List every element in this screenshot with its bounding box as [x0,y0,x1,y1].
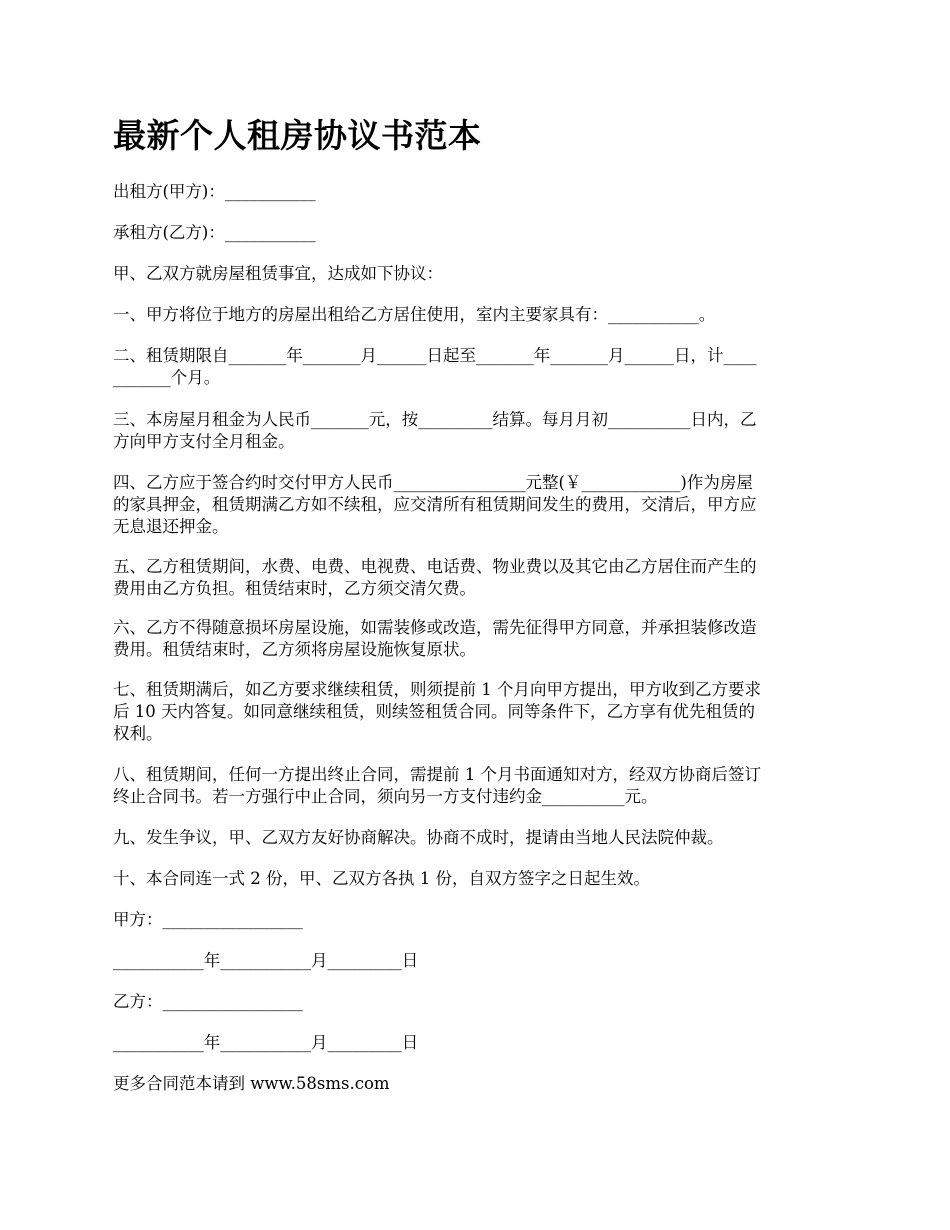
clause-3 [113,409,840,453]
clause-1-text: 一、甲方将位于地方的房屋出租给乙方居住使用，室内主要家具有：___________。 [113,305,716,324]
clause-9-text: 九、发生争议，甲、乙双方友好协商解决。协商不成时，提请由当地人民法院仲裁。 [113,828,724,847]
intro-paragraph [113,263,840,285]
clause-9 [113,827,840,849]
party-a-date [113,950,840,972]
party-a-signature [113,909,840,931]
clause-7 [113,679,840,745]
clause-8-line-2: 终止合同书。若一方强行中止合同，须向另一方支付违约金__________元。 [113,787,658,806]
clause-2 [113,345,840,389]
clause-2-line-2: _______个月。 [113,368,221,387]
clause-6-line-1: 六、乙方不得随意损坏房屋设施，如需装修或改造，需先征得甲方同意，并承担装修改造 [113,618,757,637]
clause-1 [113,304,840,326]
clause-6-line-2: 费用。租赁结束时，乙方须将房屋设施恢复原状。 [113,640,476,659]
document-title: 最新个人租房协议书范本 [113,116,482,155]
clause-2-line-1: 二、租赁期限自_______年_______月______日起至_______年_______月______日，计____ [113,346,757,365]
clause-5 [113,556,840,600]
clause-4 [113,472,840,538]
footer-text: 更多合同范本请到 www.58sms.com [113,1074,390,1093]
lessor-text: 出租方(甲方)：___________ [113,182,316,201]
clause-4-line-2: 的家具押金，租赁期满乙方如不续租，应交清所有租赁期间发生的费用，交清后，甲方应 [113,495,757,514]
clause-8-line-1: 八、租赁期间，任何一方提出终止合同，需提前 1 个月书面通知对方，经双方协商后签订 [113,765,761,784]
clause-7-line-3: 权利。 [113,724,163,743]
party-a-date-text: ___________年___________月_________日 [113,951,419,970]
lessee-text: 承租方(乙方)：___________ [113,223,316,242]
clause-5-line-1: 五、乙方租赁期间，水费、电费、电视费、电话费、物业费以及其它由乙方居住而产生的 [113,557,757,576]
clause-8 [113,764,840,808]
clause-5-line-2: 费用由乙方负担。租赁结束时，乙方须交清欠费。 [113,579,476,598]
party-a-signature-text: 甲方：_________________ [113,910,303,929]
clause-4-line-3: 无息退还押金。 [113,517,229,536]
lessor-line [113,181,840,203]
clause-7-line-2: 后 10 天内答复。如同意继续租赁，则续签租赁合同。同等条件下，乙方享有优先租赁的 [113,702,755,721]
party-b-date [113,1032,840,1054]
footer-note [113,1073,840,1095]
lessee-line [113,222,840,244]
party-b-signature-text: 乙方：_________________ [113,992,303,1011]
clause-6 [113,617,840,661]
party-b-date-text: ___________年___________月_________日 [113,1033,419,1052]
clause-10 [113,868,840,890]
clause-4-line-1: 四、乙方应于签合约时交付甲方人民币________________元整(￥____________)作为房屋 [113,473,753,492]
clause-3-line-2: 方向甲方支付全月租金。 [113,432,295,451]
party-b-signature [113,991,840,1013]
intro-text: 甲、乙双方就房屋租赁事宜，达成如下协议： [113,264,443,283]
clause-3-line-1: 三、本房屋月租金为人民币_______元，按_________结算。每月月初__________日内，乙 [113,410,757,429]
clause-10-text: 十、本合同连一式 2 份，甲、乙双方各执 1 份，自双方签字之日起生效。 [113,869,650,888]
clause-7-line-1: 七、租赁期满后，如乙方要求继续租赁，则须提前 1 个月向甲方提出，甲方收到乙方要求 [113,680,761,699]
